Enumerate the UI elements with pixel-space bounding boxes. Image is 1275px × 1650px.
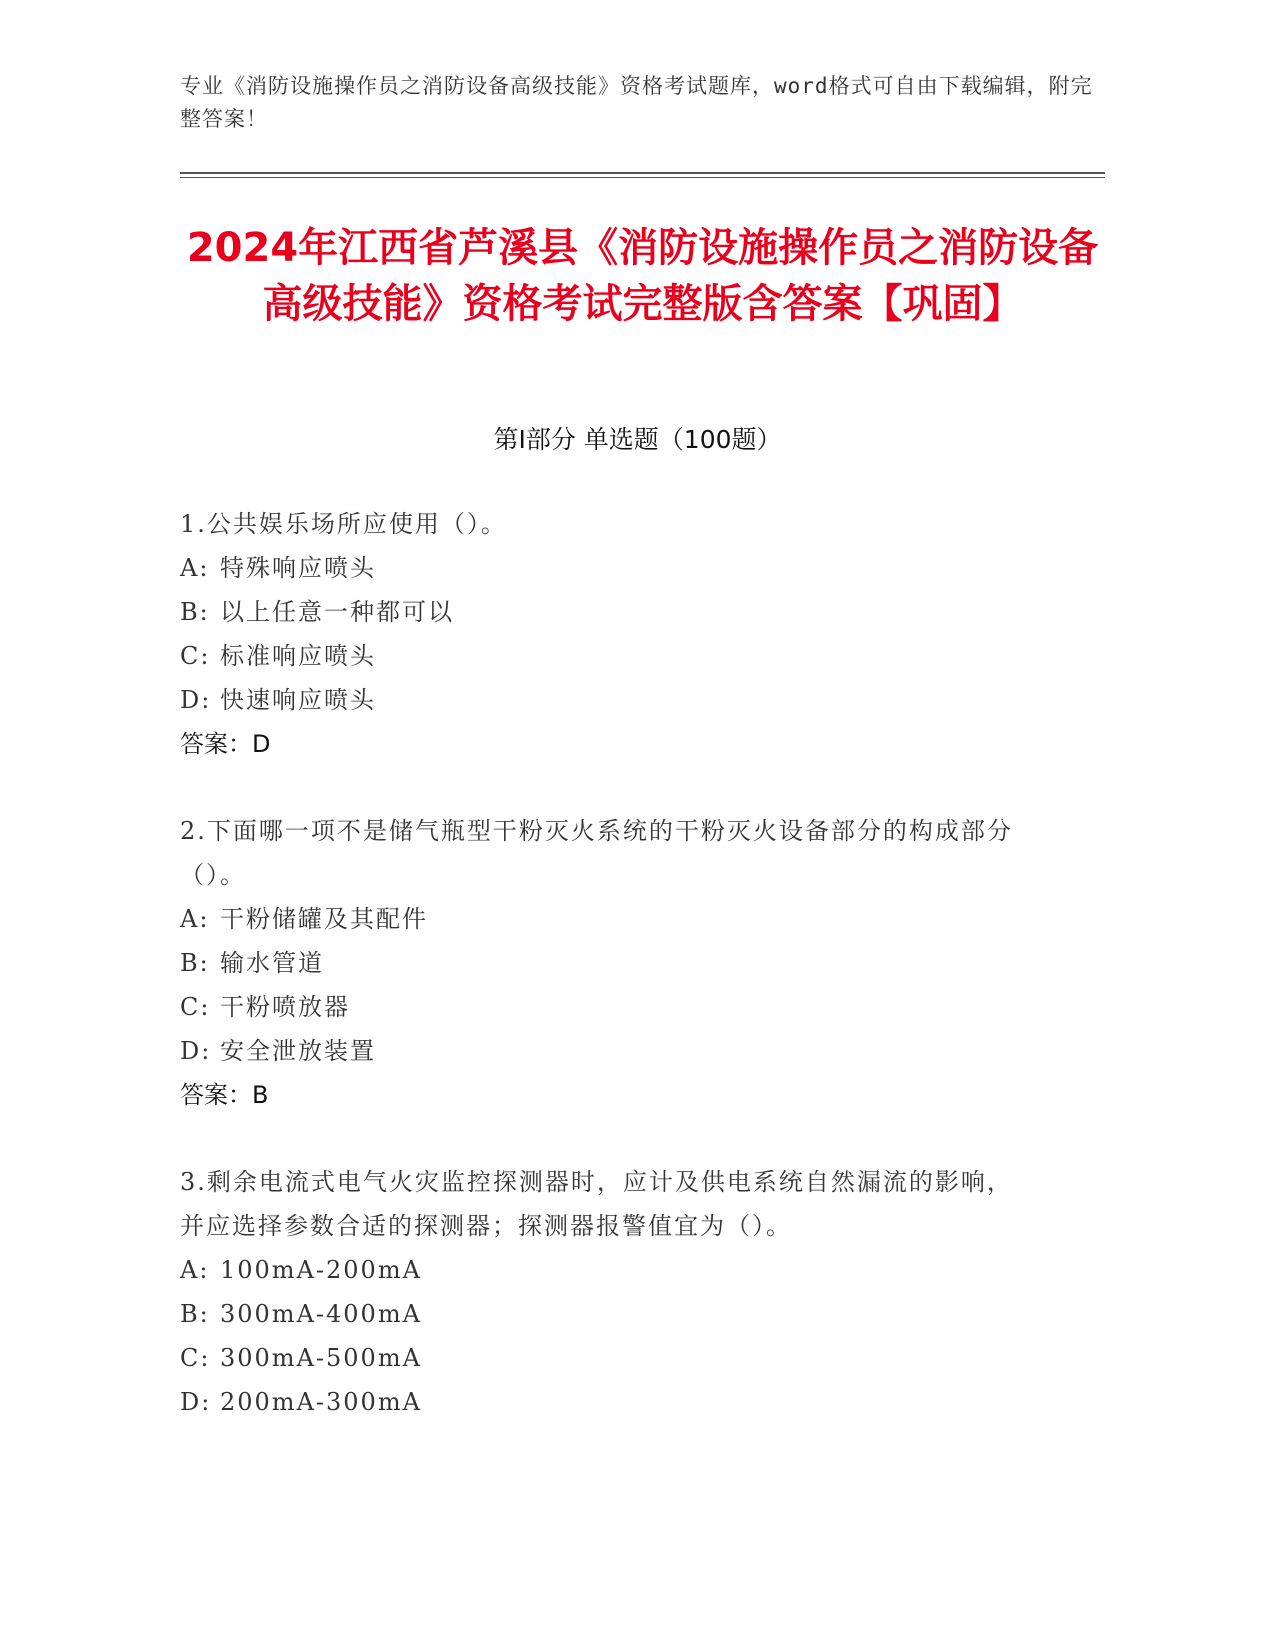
section-heading: 第I部分 单选题（100题） <box>493 425 782 454</box>
option-letter: C: <box>180 1344 211 1372</box>
header-divider <box>180 172 1105 174</box>
option-letter: B: <box>180 949 210 977</box>
option-text: 输水管道 <box>220 949 324 977</box>
question-stem: 1.公共娱乐场所应使用（）。 <box>180 510 507 538</box>
option-text: 干粉喷放器 <box>220 993 350 1021</box>
question-stem: 2.下面哪一项不是储气瓶型干粉灭火系统的干粉灭火设备部分的构成部分（）。 <box>180 817 1013 889</box>
option-a <box>180 546 1030 590</box>
option-letter: A: <box>180 1256 210 1284</box>
option-d <box>180 1380 1030 1424</box>
answer-line: 答案：B <box>180 1081 269 1109</box>
option-c <box>180 985 1030 1029</box>
option-text: 干粉储罐及其配件 <box>220 905 428 933</box>
option-b <box>180 1292 1030 1336</box>
option-letter: C: <box>180 993 211 1021</box>
option-text: 200mA-300mA <box>220 1388 422 1416</box>
question-3 <box>180 1160 1030 1424</box>
question-stem: 3.剩余电流式电气火灾监控探测器时，应计及供电系统自然漏流的影响，并应选择参数合适的探测器；探测器报警值宜为（）。 <box>180 1168 1013 1240</box>
option-text: 300mA-500mA <box>220 1344 422 1372</box>
intro-text: 专业《消防设施操作员之消防设备高级技能》资格考试题库，word格式可自由下载编辑，附完整答案！ <box>180 74 1093 131</box>
option-a <box>180 897 1030 941</box>
option-text: 快速响应喷头 <box>220 686 376 714</box>
question-2 <box>180 809 1030 1117</box>
option-b <box>180 590 1030 634</box>
option-text: 安全泄放装置 <box>220 1037 376 1065</box>
question-1 <box>180 502 1030 766</box>
option-letter: B: <box>180 1300 210 1328</box>
option-letter: C: <box>180 642 211 670</box>
option-c <box>180 634 1030 678</box>
option-d <box>180 678 1030 722</box>
option-letter: D: <box>180 1388 212 1416</box>
option-text: 100mA-200mA <box>220 1256 422 1284</box>
option-letter: B: <box>180 598 210 626</box>
document-title: 2024年江西省芦溪县《消防设施操作员之消防设备高级技能》资格考试完整版含答案【巩固】 <box>186 225 1099 327</box>
option-d <box>180 1029 1030 1073</box>
question-list <box>180 502 1030 1467</box>
option-b <box>180 941 1030 985</box>
option-letter: D: <box>180 1037 212 1065</box>
header-divider-thin <box>180 177 1105 178</box>
answer-line: 答案：D <box>180 730 271 758</box>
option-letter: D: <box>180 686 212 714</box>
option-text: 300mA-400mA <box>220 1300 422 1328</box>
option-letter: A: <box>180 554 210 582</box>
option-text: 标准响应喷头 <box>220 642 376 670</box>
option-text: 特殊响应喷头 <box>220 554 376 582</box>
option-a <box>180 1248 1030 1292</box>
option-c <box>180 1336 1030 1380</box>
option-letter: A: <box>180 905 210 933</box>
option-text: 以上任意一种都可以 <box>220 598 454 626</box>
